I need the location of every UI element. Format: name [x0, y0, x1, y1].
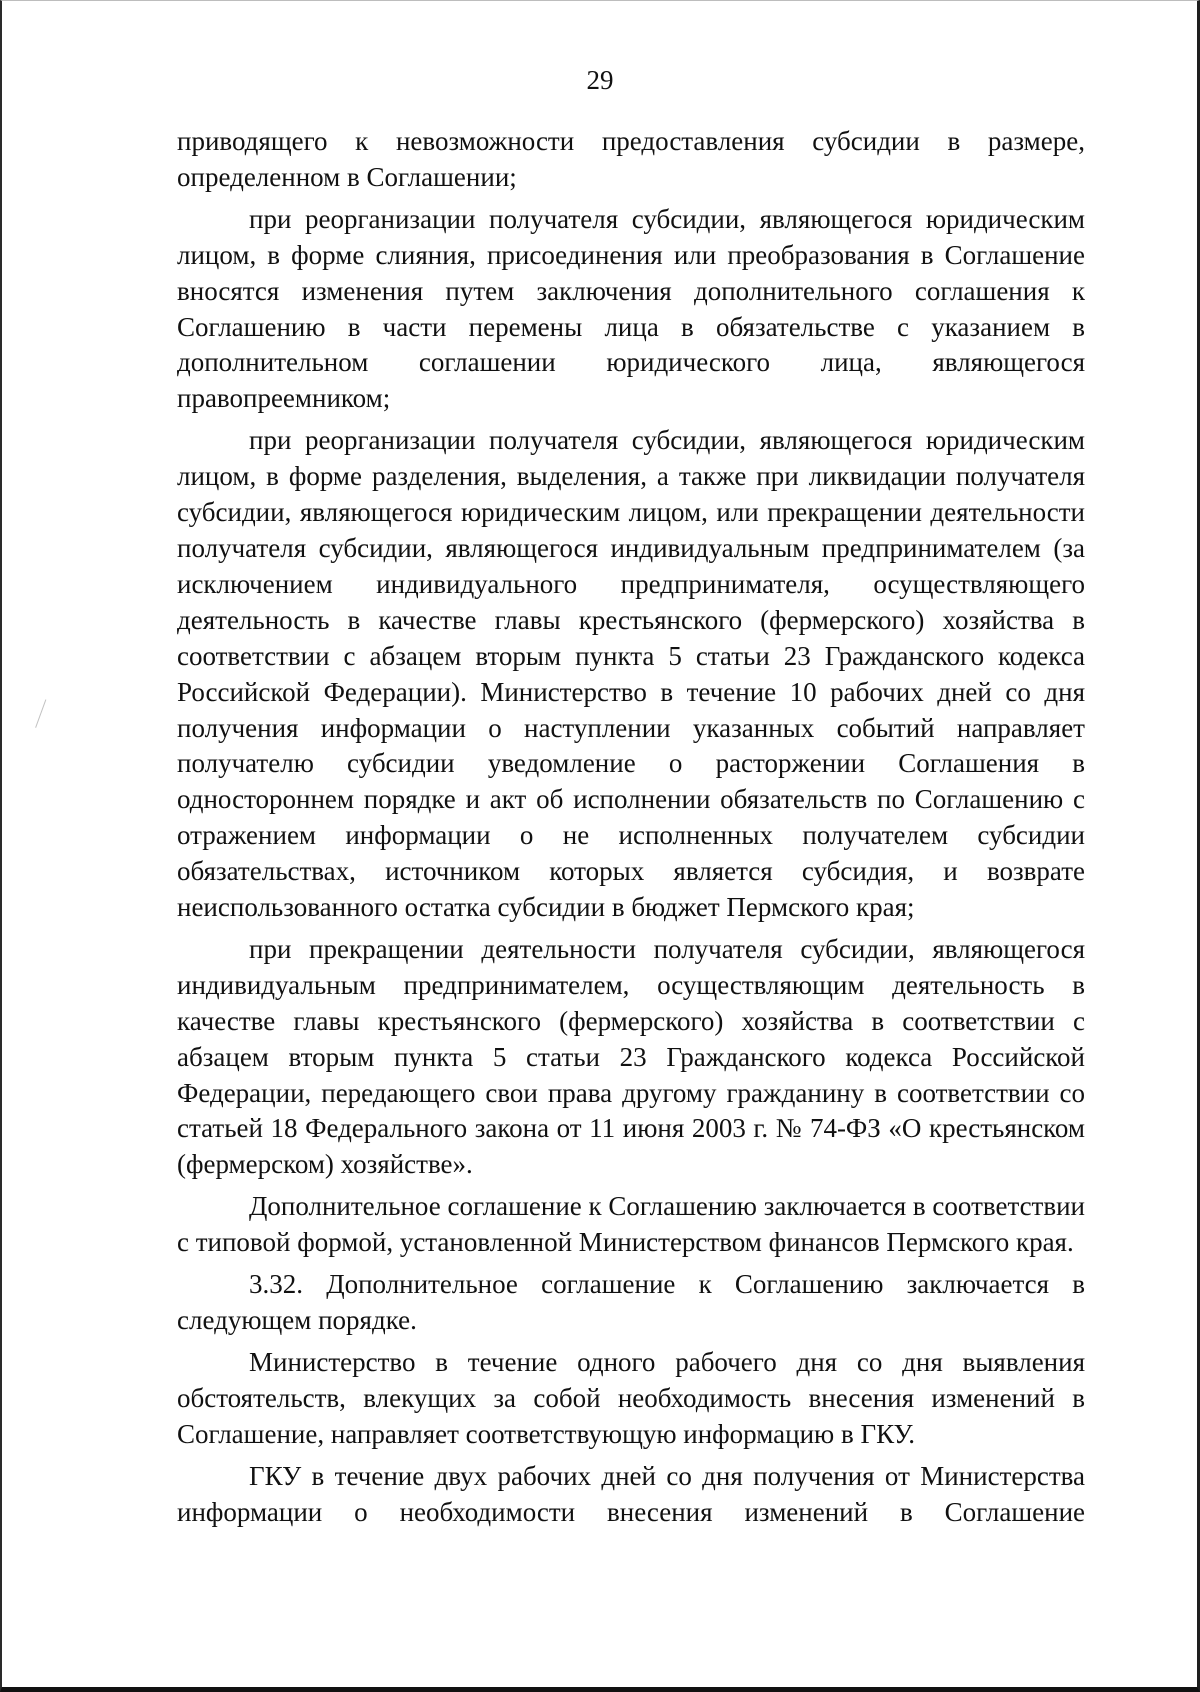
- paragraph-reorganization-division: при реорганизации получателя субсидии, являющегося юридическим лицом, в форме разделения, выделения, а также при ликвидации получателя субсидии, являющегося юридическим лицом, или прекращении деятельности получателя субсидии, являющегося индивидуальным предпринимателем (за исключением индивидуального предпринимателя, осуществляющего деятельность в качестве главы крестьянского (фермерского) хозяйства в соответствии с абзацем вторым пункта 5 статьи 23 Гражданского кодекса Российской Федерации). Министерство в течение 10 рабочих дней со дня получения информации о наступлении указанных событий направляет получателю субсидии уведомление о расторжении Соглашения в одностороннем порядке и акт об исполнении обязательств по Соглашению с отражением информации о не исполненных получателем субсидии обязательствах, источником которых является субсидия, и возврате неиспользованного остатка субсидии в бюджет Пермского края;: [177, 425, 1085, 923]
- document-body: [177, 124, 1085, 1536]
- page-number: 29: [586, 65, 614, 95]
- paragraph-continuation: приводящего к невозможности предоставления субсидии в размере, определенном в Соглашении;: [177, 126, 1085, 192]
- paragraph-termination-activity: при прекращении деятельности получателя субсидии, являющегося индивидуальным предпринимателем, осуществляющим деятельность в качестве главы крестьянского (фермерского) хозяйства в соответствии с абзацем вторым пункта 5 статьи 23 Гражданского кодекса Российской Федерации, передающего свои права другому гражданину в соответствии со статьей 18 Федерального закона от 11 июня 2003 г. № 74-ФЗ «О крестьянском (фермерском) хозяйстве».: [177, 933, 1085, 1180]
- paragraph-gku-procedure: ГКУ в течение двух рабочих дней со дня получения от Министерства информации о необходимости внесения изменений в Соглашение: [177, 1460, 1085, 1527]
- paragraph-section-3-32: 3.32. Дополнительное соглашение к Соглашению заключается в следующем порядке.: [177, 1269, 1085, 1335]
- paragraph-reorganization-merger: при реорганизации получателя субсидии, являющегося юридическим лицом, в форме слияния, присоединения или преобразования в Соглашение вносятся изменения путем заключения дополнительного соглашения к Соглашению в части перемены лица в обязательстве с указанием в дополнительном соглашении юридического лица, являющегося правопреемником;: [177, 203, 1085, 414]
- paragraph-typical-form: Дополнительное соглашение к Соглашению заключается в соответствии с типовой формой, установленной Министерством финансов Пермского края.: [177, 1191, 1085, 1258]
- paragraph-ministry-notice: Министерство в течение одного рабочего дня со дня выявления обстоятельств, влекущих за собой необходимость внесения изменений в Соглашение, направляет соответствующую информацию в ГКУ.: [177, 1346, 1085, 1449]
